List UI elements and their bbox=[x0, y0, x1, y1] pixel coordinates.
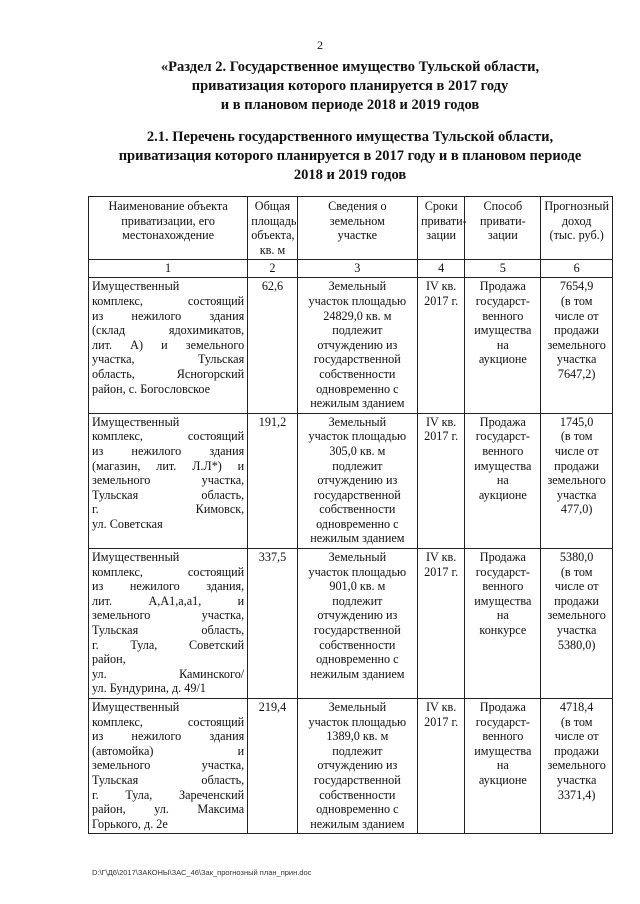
name-line: комплекс, состоящий bbox=[92, 714, 245, 729]
land-line: отчуждению из bbox=[317, 608, 398, 623]
name-line: комплекс, состоящий bbox=[92, 429, 245, 444]
header-line: земельном bbox=[329, 213, 385, 228]
land-line: собственности bbox=[319, 366, 396, 381]
name-line: Имущественный bbox=[92, 700, 180, 714]
name-line: г. Тула, Зареченский bbox=[92, 787, 245, 802]
income-line: участка bbox=[556, 487, 597, 502]
area-cell: 337,5 bbox=[248, 549, 298, 699]
column-number: 4 bbox=[417, 260, 464, 278]
header-term bbox=[417, 197, 467, 260]
land-line: 24829,0 кв. м bbox=[323, 308, 392, 323]
name-line: (склад ядохимикатов, bbox=[92, 323, 245, 338]
income-line: продажи bbox=[554, 458, 600, 473]
term-cell bbox=[417, 413, 464, 548]
page-number: 2 bbox=[317, 38, 323, 52]
land-line: участок площадью bbox=[308, 564, 407, 579]
method-line: на bbox=[496, 758, 509, 773]
name-line: район, с. Богословское bbox=[92, 381, 211, 396]
land-line: Земельный bbox=[328, 414, 387, 429]
land-line: государственной bbox=[313, 623, 401, 638]
section-title-line: и в плановом периоде 2018 и 2019 годов bbox=[220, 97, 480, 113]
object-name-cell bbox=[89, 278, 248, 413]
income-line: (в том bbox=[560, 293, 593, 308]
subsection-title bbox=[80, 128, 620, 185]
subsection-title-line: 2018 и 2019 годов bbox=[293, 167, 407, 183]
method-line: венного bbox=[482, 443, 524, 458]
land-line: нежилым зданием bbox=[310, 666, 405, 681]
land-line: отчуждению из bbox=[317, 473, 398, 488]
income-line: участка bbox=[556, 623, 597, 638]
income-line: 5380,0) bbox=[557, 637, 596, 652]
income-line: участка bbox=[556, 352, 597, 367]
land-line: подлежит bbox=[332, 323, 383, 338]
table-body bbox=[89, 278, 613, 834]
land-line: собственности bbox=[319, 637, 396, 652]
file-path-footer: D:\Г\Д6\2017\ЗАКОНЫ\ЗАС_46\Зак_прогнозный план_прин.doc bbox=[92, 868, 312, 877]
section-title-line: «Раздел 2. Государственное имущество Тульской области, bbox=[160, 59, 540, 75]
table-row bbox=[89, 278, 613, 413]
section-title bbox=[80, 58, 620, 115]
term-line: IV кв. bbox=[425, 550, 457, 565]
header-line: зации bbox=[487, 228, 518, 243]
header-line: Прогнозный bbox=[544, 199, 609, 213]
name-line: земельного участка, bbox=[92, 473, 245, 488]
income-cell bbox=[541, 278, 613, 413]
area-cell: 62,6 bbox=[248, 278, 298, 413]
header-area bbox=[248, 197, 298, 260]
income-line: продажи bbox=[554, 323, 600, 338]
income-line: 3371,4) bbox=[557, 787, 596, 802]
land-line: участок площадью bbox=[308, 293, 407, 308]
income-line: 477,0) bbox=[560, 502, 593, 517]
name-line: ул. Каминского/ bbox=[92, 666, 245, 681]
land-line: государственной bbox=[313, 352, 401, 367]
method-line: на bbox=[496, 608, 509, 623]
area-cell: 191,2 bbox=[248, 413, 298, 548]
column-number-row bbox=[89, 260, 613, 278]
term-line: IV кв. bbox=[425, 279, 457, 294]
income-line: продажи bbox=[554, 593, 600, 608]
name-line: из нежилого здания bbox=[92, 729, 245, 744]
income-line: (в том bbox=[560, 714, 593, 729]
column-number: 3 bbox=[297, 260, 417, 278]
income-cell bbox=[541, 413, 613, 548]
income-line: 1745,0 bbox=[559, 414, 594, 429]
name-line: лит. А) и земельного bbox=[92, 337, 245, 352]
name-line: Имущественный bbox=[92, 279, 180, 294]
land-line: нежилым зданием bbox=[310, 816, 405, 831]
method-line: на bbox=[496, 337, 509, 352]
section-title-line: приватизация которого планируется в 2017 году bbox=[191, 78, 509, 94]
income-cell bbox=[541, 549, 613, 699]
name-line: г. Тула, Советский bbox=[92, 637, 245, 652]
header-line: зации bbox=[426, 228, 457, 243]
income-cell bbox=[541, 699, 613, 834]
method-line: имущества bbox=[474, 323, 532, 338]
land-line: одновременно с bbox=[316, 381, 399, 396]
term-line: IV кв. bbox=[425, 700, 457, 714]
income-line: 4718,4 bbox=[559, 700, 594, 714]
name-line: земельного участка, bbox=[92, 608, 245, 623]
term-line: 2017 г. bbox=[424, 429, 459, 444]
method-line: венного bbox=[482, 308, 524, 323]
header-line: Общая bbox=[254, 199, 291, 213]
land-line: одновременно с bbox=[316, 652, 399, 667]
header-line: привати- bbox=[479, 213, 526, 228]
object-name-cell bbox=[89, 699, 248, 834]
header-line: площадь bbox=[251, 213, 297, 228]
method-line: государст- bbox=[475, 293, 530, 308]
header-line: Способ bbox=[483, 199, 523, 213]
land-line: государственной bbox=[313, 772, 401, 787]
income-line: числе от bbox=[554, 729, 599, 744]
method-line: на bbox=[496, 473, 509, 488]
land-line: собственности bbox=[319, 787, 396, 802]
land-line: подлежит bbox=[332, 593, 383, 608]
land-line: Земельный bbox=[328, 550, 387, 565]
name-line: из нежилого здания, bbox=[92, 579, 245, 594]
method-line: государст- bbox=[475, 429, 530, 444]
land-line: 305,0 кв. м bbox=[329, 443, 386, 458]
header-line: Сроки bbox=[424, 199, 458, 213]
term-line: 2017 г. bbox=[424, 714, 459, 729]
name-line: Горького, д. 2е bbox=[92, 816, 168, 831]
name-line: район, bbox=[92, 652, 126, 667]
subsection-title-line: приватизация которого планируется в 2017 году и в плановом периоде bbox=[118, 148, 582, 164]
method-line: имущества bbox=[474, 458, 532, 473]
land-line: участок площадью bbox=[308, 714, 407, 729]
header-income bbox=[541, 197, 613, 260]
header-line: Наименование объекта bbox=[108, 199, 228, 213]
name-line: комплекс, состоящий bbox=[92, 564, 245, 579]
method-line: имущества bbox=[474, 743, 532, 758]
term-line: IV кв. bbox=[425, 414, 457, 429]
method-cell bbox=[465, 549, 541, 699]
column-number: 1 bbox=[89, 260, 248, 278]
income-line: 7647,2) bbox=[557, 366, 596, 381]
name-line: район, ул. Максима bbox=[92, 802, 245, 817]
privatization-table bbox=[88, 196, 613, 834]
name-line: комплекс, состоящий bbox=[92, 293, 245, 308]
method-line: государст- bbox=[475, 564, 530, 579]
table-header-row bbox=[89, 197, 613, 260]
name-line: Имущественный bbox=[92, 414, 180, 429]
method-line: аукционе bbox=[478, 352, 527, 367]
header-line: приватизации, его bbox=[121, 213, 215, 228]
land-info-cell bbox=[297, 549, 417, 699]
name-line: (автомойка) и bbox=[92, 743, 245, 758]
name-line: г. Кимовск, bbox=[92, 502, 245, 517]
area-cell: 219,4 bbox=[248, 699, 298, 834]
table-row bbox=[89, 549, 613, 699]
income-line: (в том bbox=[560, 564, 593, 579]
land-line: отчуждению из bbox=[317, 337, 398, 352]
column-number: 6 bbox=[541, 260, 613, 278]
name-line: Тульская область, bbox=[92, 772, 245, 787]
land-line: государственной bbox=[313, 487, 401, 502]
land-line: одновременно с bbox=[316, 802, 399, 817]
name-line: Тульская область, bbox=[92, 487, 245, 502]
income-line: земельного bbox=[547, 337, 606, 352]
header-line: (тыс. руб.) bbox=[549, 228, 604, 243]
income-line: земельного bbox=[547, 758, 606, 773]
header-land-info bbox=[297, 197, 417, 260]
table-row bbox=[89, 699, 613, 834]
method-cell bbox=[465, 699, 541, 834]
term-cell bbox=[417, 549, 464, 699]
income-line: участка bbox=[556, 772, 597, 787]
land-info-cell bbox=[297, 278, 417, 413]
header-line: Сведения о bbox=[328, 199, 387, 213]
land-line: собственности bbox=[319, 502, 396, 517]
subsection-title-line: 2.1. Перечень государственного имущества Тульской области, bbox=[146, 129, 554, 145]
header-line: участке bbox=[337, 228, 378, 243]
header-line: кв. м bbox=[259, 242, 286, 257]
land-line: одновременно с bbox=[316, 516, 399, 531]
name-line: Имущественный bbox=[92, 550, 180, 565]
method-cell bbox=[465, 278, 541, 413]
method-line: венного bbox=[482, 579, 524, 594]
term-cell bbox=[417, 278, 464, 413]
income-line: земельного bbox=[547, 608, 606, 623]
method-line: аукционе bbox=[478, 487, 527, 502]
name-line: Тульская область, bbox=[92, 623, 245, 638]
method-line: конкурсе bbox=[479, 623, 527, 638]
income-line: числе от bbox=[554, 443, 599, 458]
column-number: 2 bbox=[248, 260, 298, 278]
method-line: государст- bbox=[475, 714, 530, 729]
land-line: подлежит bbox=[332, 458, 383, 473]
header-line: местонахождение bbox=[122, 228, 215, 243]
name-line: ул. Бундурина, д. 49/1 bbox=[92, 681, 206, 696]
column-number: 5 bbox=[465, 260, 541, 278]
method-line: Продажа bbox=[479, 279, 526, 294]
object-name-cell bbox=[89, 413, 248, 548]
method-line: имущества bbox=[474, 593, 532, 608]
income-line: числе от bbox=[554, 308, 599, 323]
land-line: 901,0 кв. м bbox=[329, 579, 386, 594]
name-line: область, Ясногорский bbox=[92, 366, 245, 381]
income-line: продажи bbox=[554, 743, 600, 758]
method-line: аукционе bbox=[478, 772, 527, 787]
header-line: доход bbox=[561, 213, 592, 228]
header-method bbox=[465, 197, 541, 260]
method-line: Продажа bbox=[479, 550, 526, 565]
method-line: венного bbox=[482, 729, 524, 744]
land-line: Земельный bbox=[328, 700, 387, 714]
term-line: 2017 г. bbox=[424, 293, 459, 308]
method-line: Продажа bbox=[479, 414, 526, 429]
term-cell bbox=[417, 699, 464, 834]
table-row bbox=[89, 413, 613, 548]
header-line: привати- bbox=[420, 213, 467, 228]
name-line: из нежилого здания bbox=[92, 443, 245, 458]
term-line: 2017 г. bbox=[424, 564, 459, 579]
name-line: земельного участка, bbox=[92, 758, 245, 773]
land-line: участок площадью bbox=[308, 429, 407, 444]
land-info-cell bbox=[297, 699, 417, 834]
name-line: ул. Советская bbox=[92, 516, 163, 531]
income-line: (в том bbox=[560, 429, 593, 444]
land-line: 1389,0 кв. м bbox=[326, 729, 389, 744]
land-info-cell bbox=[297, 413, 417, 548]
land-line: нежилым зданием bbox=[310, 396, 405, 411]
name-line: из нежилого здания bbox=[92, 308, 245, 323]
income-line: земельного bbox=[547, 473, 606, 488]
object-name-cell bbox=[89, 549, 248, 699]
method-line: Продажа bbox=[479, 700, 526, 714]
income-line: 7654,9 bbox=[559, 279, 594, 294]
header-line: объекта, bbox=[251, 228, 295, 243]
land-line: подлежит bbox=[332, 743, 383, 758]
name-line: (магазин, лит. Л.Л*) и bbox=[92, 458, 245, 473]
land-line: отчуждению из bbox=[317, 758, 398, 773]
header-object-name bbox=[89, 197, 248, 260]
name-line: участка, Тульская bbox=[92, 352, 245, 367]
method-cell bbox=[465, 413, 541, 548]
income-line: числе от bbox=[554, 579, 599, 594]
income-line: 5380,0 bbox=[559, 550, 594, 565]
land-line: нежилым зданием bbox=[310, 531, 405, 546]
land-line: Земельный bbox=[328, 279, 387, 294]
name-line: лит. А,А1,а,а1, и bbox=[92, 593, 245, 608]
